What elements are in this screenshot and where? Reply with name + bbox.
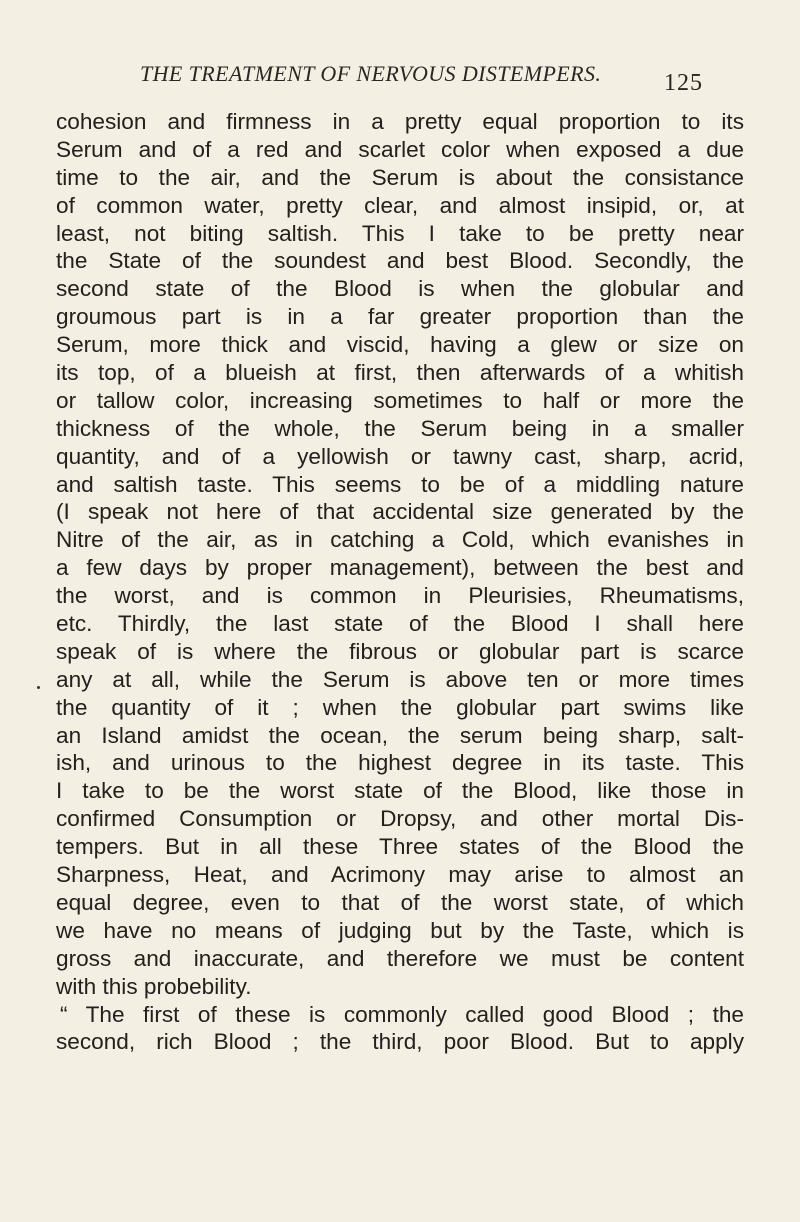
text-line: time to the air, and the Serum is about the consistance <box>56 164 744 190</box>
text-line: of common water, pretty clear, and almost insipid, or, at <box>56 192 744 218</box>
text-line: “ The first of these is commonly called good Blood ; the <box>60 1001 744 1027</box>
text-line: gross and inaccurate, and therefore we must be content <box>56 945 744 971</box>
text-line: any at all, while the Serum is above ten or more times <box>56 666 744 692</box>
text-line: its top, of a blueish at first, then afterwards of a whitish <box>56 360 744 386</box>
text-line: confirmed Consumption or Dropsy, and other mortal Dis- <box>56 806 744 832</box>
text-line: thickness of the whole, the Serum being in a smaller <box>56 415 744 441</box>
text-line: or tallow color, increasing sometimes to half or more the <box>56 387 744 413</box>
margin-mark <box>37 686 40 689</box>
text-line: (I speak not here of that accidental size generated by the <box>56 499 744 525</box>
body-text <box>56 108 744 1056</box>
text-line: an Island amidst the ocean, the serum being sharp, salt- <box>56 722 744 748</box>
text-line: groumous part is in a far greater proportion than the <box>56 304 744 330</box>
text-line: Sharpness, Heat, and Acrimony may arise to almost an <box>56 862 744 888</box>
text-line: ish, and urinous to the highest degree in its taste. This <box>56 750 744 776</box>
text-line: we have no means of judging but by the Taste, which is <box>56 917 744 943</box>
text-line: speak of is where the fibrous or globular part is scarce <box>56 638 744 664</box>
running-head: THE TREATMENT OF NERVOUS DISTEMPERS. <box>140 61 602 86</box>
text-line: a few days by proper management), between the best and <box>56 555 744 581</box>
page-header <box>0 54 800 94</box>
text-line: the quantity of it ; when the globular part swims like <box>56 694 744 720</box>
text-line: equal degree, even to that of the worst state, of which <box>56 889 744 915</box>
text-line: cohesion and firmness in a pretty equal proportion to its <box>56 109 744 134</box>
text-line: tempers. But in all these Three states of the Blood the <box>56 834 744 860</box>
text-line: the worst, and is common in Pleurisies, Rheumatisms, <box>56 583 744 609</box>
page-number: 125 <box>664 70 703 96</box>
text-line: the State of the soundest and best Blood. Secondly, the <box>56 248 744 274</box>
paragraph-end-line: with this probebility. <box>56 973 252 999</box>
text-line: I take to be the worst state of the Blood, like those in <box>56 778 744 804</box>
text-line: least, not biting saltish. This I take to be pretty near <box>56 220 744 246</box>
text-line: Nitre of the air, as in catching a Cold, which evanishes in <box>56 527 744 553</box>
text-line: etc. Thirdly, the last state of the Blood I shall here <box>56 611 744 637</box>
text-line: quantity, and of a yellowish or tawny cast, sharp, acrid, <box>56 443 744 469</box>
text-line: second state of the Blood is when the globular and <box>56 276 744 302</box>
text-line: and saltish taste. This seems to be of a middling nature <box>56 471 744 497</box>
text-line: Serum, more thick and viscid, having a glew or size on <box>56 332 744 358</box>
text-line: Serum and of a red and scarlet color when exposed a due <box>56 136 744 162</box>
text-line: second, rich Blood ; the third, poor Blood. But to apply <box>56 1029 744 1055</box>
